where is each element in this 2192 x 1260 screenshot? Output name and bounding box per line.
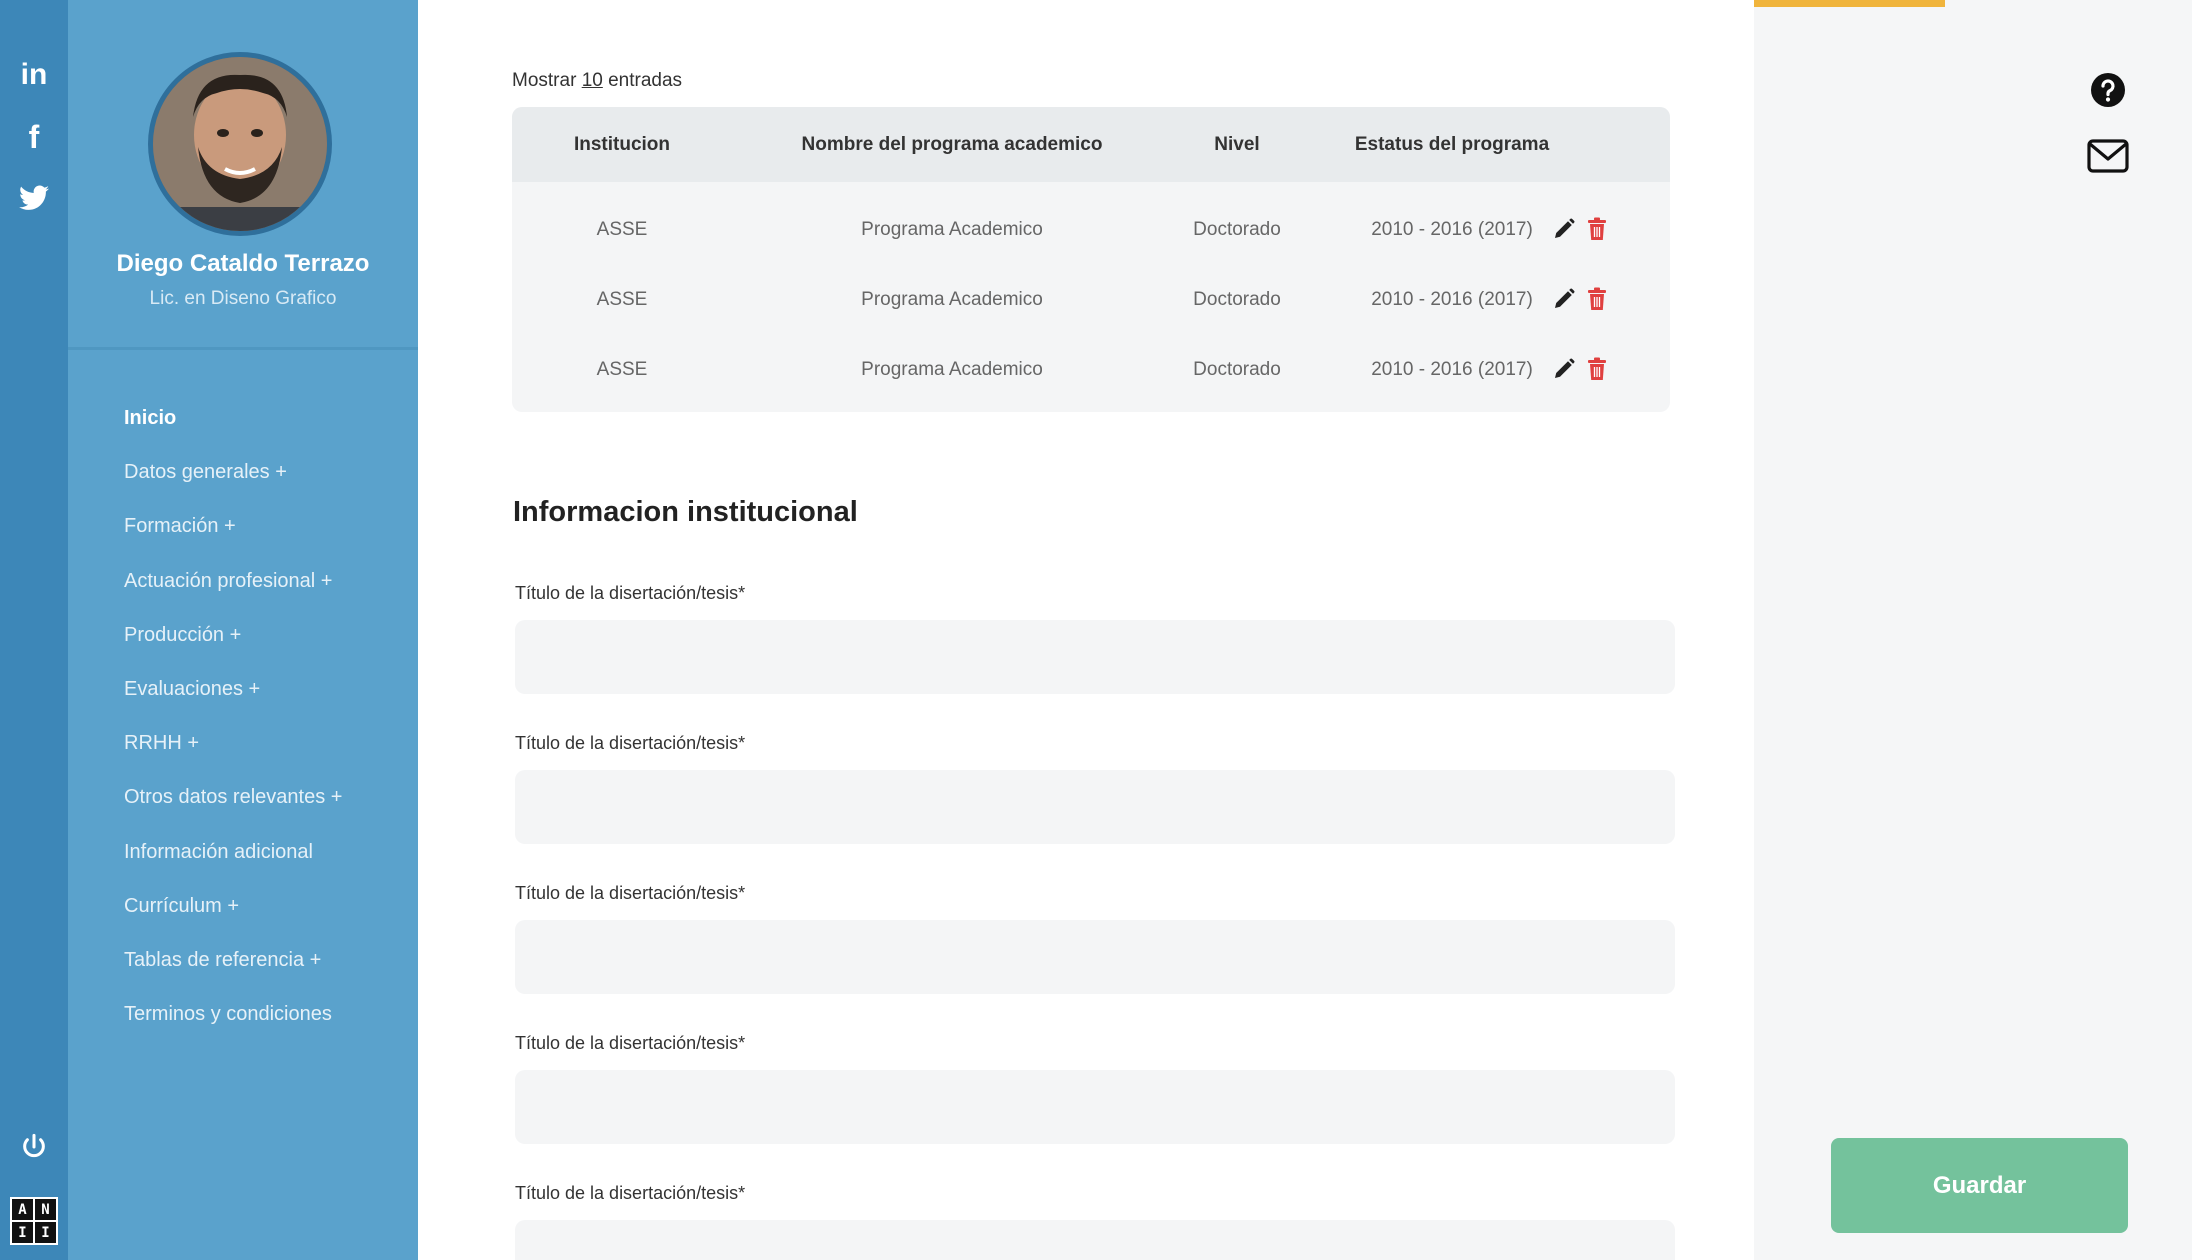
delete-trash-icon[interactable] (1586, 357, 1610, 381)
entries-selector (512, 70, 682, 92)
thesis-title-field[interactable] (515, 620, 1675, 694)
table-row (512, 265, 1670, 335)
anii-logo (10, 1197, 58, 1245)
field-label: Título de la disertación/tesis* (515, 583, 746, 603)
logo-letter: N (35, 1199, 56, 1220)
cell-nivel: Doctorado (1193, 359, 1281, 380)
twitter-icon[interactable] (14, 178, 54, 218)
col-header-institucion: Institucion (573, 134, 671, 155)
delete-trash-icon[interactable] (1586, 217, 1610, 241)
table-row (512, 335, 1670, 405)
sidebar-item-evaluaciones[interactable]: Evaluaciones + (124, 677, 261, 700)
cell-programa: Programa Academico (861, 289, 1043, 310)
profile-name: Diego Cataldo Terrazo (116, 250, 370, 277)
cell-nivel: Doctorado (1193, 289, 1281, 310)
entries-count[interactable]: 10 (581, 70, 603, 91)
sidebar-item-informacion-adicional[interactable]: Información adicional (124, 840, 313, 863)
field-label: Título de la disertación/tesis* (515, 1183, 746, 1203)
sidebar-item-produccion[interactable]: Producción + (124, 623, 242, 646)
thesis-title-field[interactable] (515, 1070, 1675, 1144)
sidebar-nav (124, 400, 342, 1050)
avatar (148, 52, 332, 236)
edit-pencil-icon[interactable] (1552, 287, 1576, 311)
col-header-programa: Nombre del programa academico (801, 134, 1103, 155)
sidebar-item-inicio[interactable]: Inicio (124, 407, 177, 429)
table-row (512, 195, 1670, 265)
profile-card (68, 0, 418, 350)
cell-estatus: 2010 - 2016 (2017) (1371, 359, 1533, 380)
facebook-icon[interactable]: f (28, 118, 40, 155)
cell-estatus: 2010 - 2016 (2017) (1371, 219, 1533, 240)
section-title: Informacion institucional (513, 496, 858, 528)
table-header (512, 107, 1670, 182)
programs-table (512, 107, 1670, 412)
sidebar-item-rrhh[interactable]: RRHH + (124, 732, 200, 755)
cell-programa: Programa Academico (861, 219, 1043, 240)
social-bar (0, 0, 68, 1260)
thesis-title-field[interactable] (515, 920, 1675, 994)
mail-icon[interactable] (2086, 136, 2130, 176)
sidebar-item-formacion[interactable]: Formación + (124, 515, 236, 538)
thesis-title-field[interactable] (515, 770, 1675, 844)
sidebar-item-otros-datos[interactable]: Otros datos relevantes + (124, 786, 343, 809)
entries-prefix: Mostrar (512, 70, 577, 91)
cell-estatus: 2010 - 2016 (2017) (1371, 289, 1533, 310)
logo-letter: I (12, 1222, 33, 1243)
field-label: Título de la disertación/tesis* (515, 1033, 746, 1053)
cell-programa: Programa Academico (861, 359, 1043, 380)
sidebar-item-curriculum[interactable]: Currículum + (124, 894, 240, 917)
logo-letter: A (12, 1199, 33, 1220)
sidebar-item-datos-generales[interactable]: Datos generales + (124, 461, 287, 484)
entries-suffix: entradas (608, 70, 683, 91)
sidebar-item-terminos[interactable]: Terminos y condiciones (124, 1003, 332, 1026)
edit-pencil-icon[interactable] (1552, 357, 1576, 381)
save-button[interactable]: Guardar (1831, 1138, 2128, 1233)
edit-pencil-icon[interactable] (1552, 217, 1576, 241)
thesis-title-field[interactable] (515, 1220, 1675, 1260)
profile-role: Lic. en Diseno Grafico (149, 288, 337, 309)
cell-institucion: ASSE (596, 359, 648, 380)
field-label: Título de la disertación/tesis* (515, 883, 746, 903)
cell-institucion: ASSE (596, 289, 648, 310)
field-label: Título de la disertación/tesis* (515, 733, 746, 753)
delete-trash-icon[interactable] (1586, 287, 1610, 311)
sidebar (68, 0, 418, 1260)
sidebar-item-actuacion-profesional[interactable]: Actuación profesional + (124, 569, 333, 592)
col-header-estatus: Estatus del programa (1354, 134, 1550, 155)
main-panel (418, 0, 1754, 1260)
help-icon[interactable] (2090, 72, 2126, 108)
sidebar-item-tablas-referencia[interactable]: Tablas de referencia + (124, 948, 322, 971)
linkedin-icon[interactable]: in (20, 58, 48, 91)
logo-letter: I (35, 1222, 56, 1243)
cell-nivel: Doctorado (1193, 219, 1281, 240)
power-icon[interactable] (14, 1127, 54, 1167)
col-header-nivel: Nivel (1214, 134, 1260, 155)
cell-institucion: ASSE (596, 219, 648, 240)
